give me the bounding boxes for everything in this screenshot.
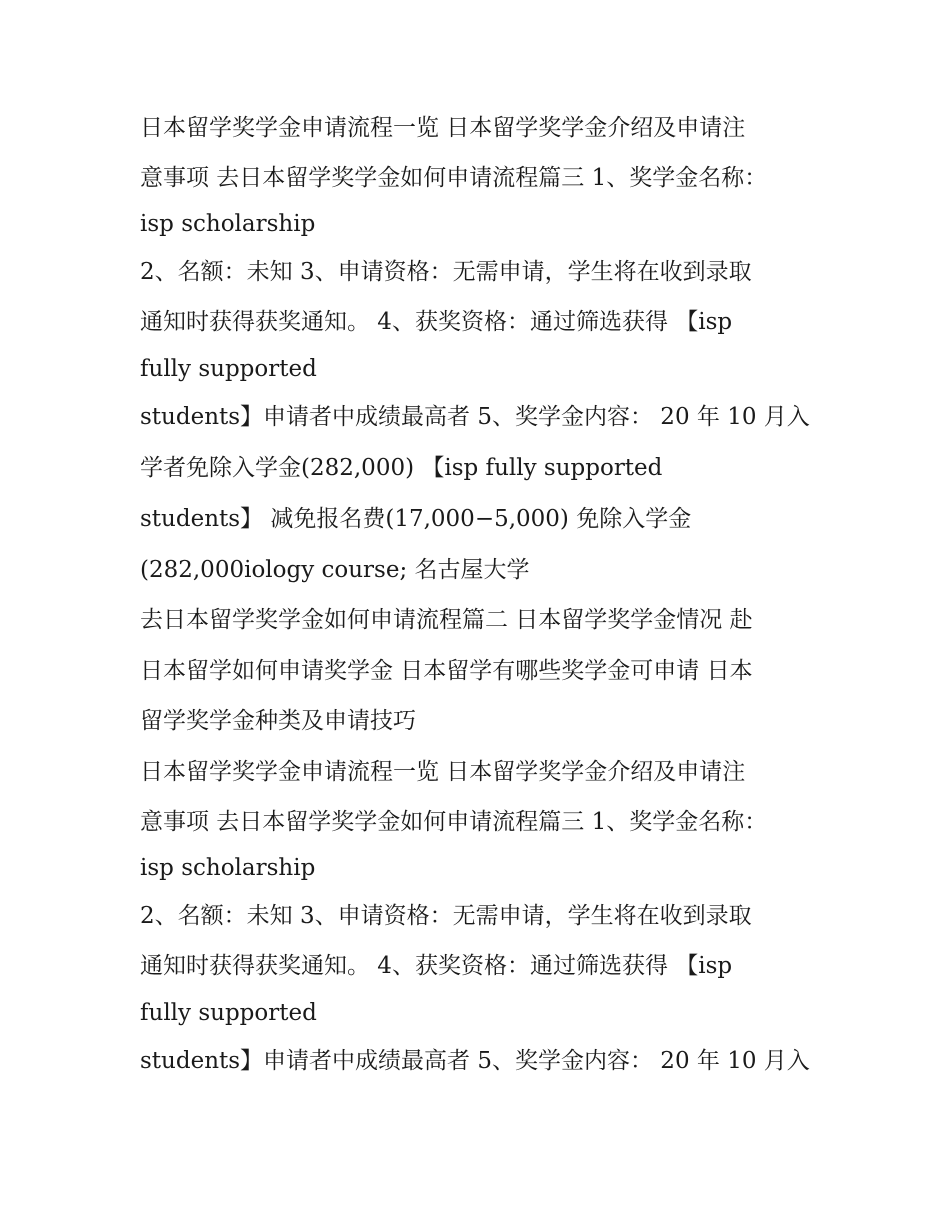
text-line: 2、名额：未知 3、申请资格：无需申请，学生将在收到录取 xyxy=(140,903,752,929)
text-line: fully supported xyxy=(140,1000,317,1026)
text-line: 日本留学如何申请奖学金 日本留学有哪些奖学金可申请 日本 xyxy=(140,658,753,684)
text-line: isp scholarship xyxy=(140,211,316,237)
text-line: 意事项 去日本留学奖学金如何申请流程篇三 1、奖学金名称： xyxy=(140,809,768,835)
text-line: 学者免除入学金(282,000) 【isp fully supported xyxy=(140,455,663,481)
text-line: 通知时获得获奖通知。 4、获奖资格：通过筛选获得 【isp xyxy=(140,309,733,335)
text-line: isp scholarship xyxy=(140,855,316,881)
text-line: students】申请者中成绩最高者 5、奖学金内容： 20 年 10 月入 xyxy=(140,1048,810,1074)
text-line: students】申请者中成绩最高者 5、奖学金内容： 20 年 10 月入 xyxy=(140,404,810,430)
text-line: 2、名额：未知 3、申请资格：无需申请，学生将在收到录取 xyxy=(140,259,752,285)
text-line: 日本留学奖学金申请流程一览 日本留学奖学金介绍及申请注 xyxy=(140,115,746,141)
text-line: 留学奖学金种类及申请技巧 xyxy=(140,708,416,734)
text-line: fully supported xyxy=(140,356,317,382)
text-line: (282,000iology course; 名古屋大学 xyxy=(140,557,530,583)
text-line: 日本留学奖学金申请流程一览 日本留学奖学金介绍及申请注 xyxy=(140,759,746,785)
text-line: 通知时获得获奖通知。 4、获奖资格：通过筛选获得 【isp xyxy=(140,953,733,979)
text-line: students】 减免报名费(17,000−5,000) 免除入学金 xyxy=(140,506,692,532)
text-line: 去日本留学奖学金如何申请流程篇二 日本留学奖学金情况 赴 xyxy=(140,607,753,633)
text-line: 意事项 去日本留学奖学金如何申请流程篇三 1、奖学金名称： xyxy=(140,165,768,191)
